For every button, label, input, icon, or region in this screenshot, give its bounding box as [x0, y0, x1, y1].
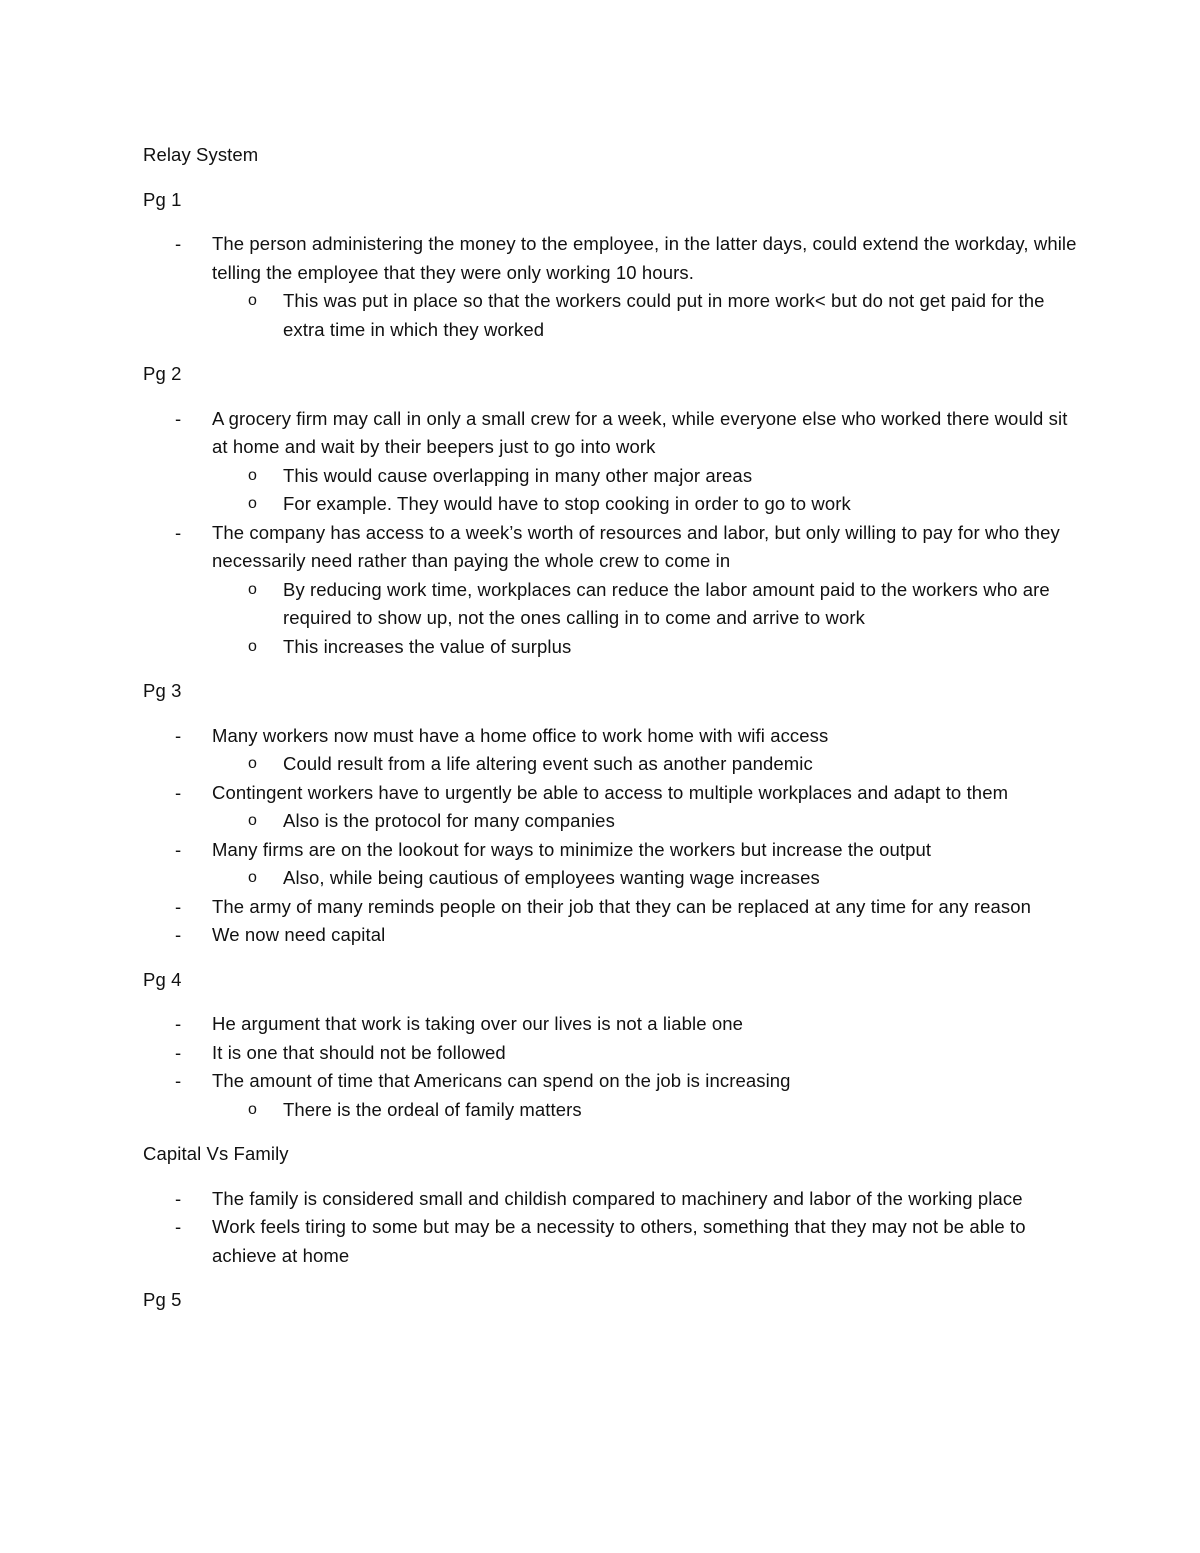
- sub-list-item-text: By reducing work time, workplaces can reduce the labor amount paid to the workers who are required to show up, not the ones calling in to come and arrive to work: [283, 578, 1050, 628]
- list-item-text: The amount of time that Americans can spend on the job is increasing: [212, 1070, 791, 1091]
- circle-bullet-marker: o: [248, 1100, 257, 1118]
- sub-bullet-list: [212, 462, 1083, 519]
- dash-bullet-marker: -: [175, 1013, 182, 1034]
- list-item-text: The family is considered small and childish compared to machinery and labor of the working place: [212, 1187, 1023, 1209]
- sub-bullet-list: [212, 864, 1083, 893]
- section-heading: Pg 2: [143, 363, 182, 384]
- bullet-list: [143, 230, 1083, 344]
- section-heading: Pg 4: [143, 968, 182, 990]
- sub-list-item-text: Also is the protocol for many companies: [283, 810, 615, 831]
- list-item-text: Contingent workers have to urgently be able to access to multiple workplaces and adapt to them: [212, 781, 1009, 803]
- list-item: [143, 1213, 1083, 1270]
- list-item: [143, 405, 1083, 519]
- sub-bullet-list: [212, 287, 1083, 344]
- dash-bullet-marker: -: [175, 233, 182, 254]
- circle-bullet-marker: o: [248, 466, 257, 484]
- bullet-list: [143, 1010, 1083, 1124]
- list-item-text: It is one that should not be followed: [212, 1041, 506, 1063]
- sub-bullet-list: [212, 750, 1083, 779]
- sub-list-item: [212, 750, 1083, 779]
- bullet-list: [143, 405, 1083, 662]
- dash-bullet-marker: -: [175, 1216, 182, 1237]
- sub-list-item-text: This was put in place so that the workers could put in more work< but do not get paid for the extra time in which they worked: [283, 290, 1045, 340]
- dash-bullet-marker: -: [175, 407, 182, 429]
- sub-list-item: [212, 864, 1083, 893]
- sub-list-item: [212, 633, 1083, 662]
- dash-bullet-marker: -: [175, 1041, 182, 1063]
- document-body: [143, 141, 1083, 1331]
- sub-list-item: [212, 462, 1083, 491]
- sub-list-item-text: This would cause overlapping in many other major areas: [283, 464, 753, 486]
- section-heading: Pg 5: [143, 1289, 182, 1310]
- list-item: [143, 1039, 1083, 1068]
- list-item: [143, 722, 1083, 779]
- list-item: [143, 1067, 1083, 1124]
- list-item: [143, 1010, 1083, 1039]
- sub-list-item-text: Could result from a life altering event such as another pandemic: [283, 753, 813, 774]
- circle-bullet-marker: o: [248, 755, 257, 772]
- list-item-text: The person administering the money to the employee, in the latter days, could extend the workday, while telling the employee that they were only working 10 hours.: [212, 233, 1077, 283]
- circle-bullet-marker: o: [248, 292, 257, 309]
- circle-bullet-marker: o: [248, 812, 257, 829]
- list-item-text: Work feels tiring to some but may be a necessity to others, something that they may not be able to achieve at home: [212, 1216, 1026, 1266]
- dash-bullet-marker: -: [175, 781, 182, 803]
- list-item: [143, 893, 1083, 922]
- list-item-text: The army of many reminds people on their job that they can be replaced at any time for any reason: [212, 895, 1032, 917]
- sub-list-item: [212, 490, 1083, 519]
- dash-bullet-marker: -: [175, 1070, 182, 1091]
- dash-bullet-marker: -: [175, 521, 182, 543]
- sub-list-item: [212, 807, 1083, 836]
- list-item-text: We now need capital: [212, 924, 386, 945]
- sub-list-item-text: This increases the value of surplus: [283, 635, 572, 657]
- circle-bullet-marker: o: [248, 580, 257, 598]
- list-item-text: Many workers now must have a home office to work home with wifi access: [212, 724, 829, 746]
- sub-list-item-text: For example. They would have to stop cooking in order to go to work: [283, 493, 851, 514]
- circle-bullet-marker: o: [248, 869, 257, 886]
- dash-bullet-marker: -: [175, 924, 182, 945]
- list-item: [143, 779, 1083, 836]
- sub-list-item-text: There is the ordeal of family matters: [283, 1098, 582, 1120]
- list-item: [143, 230, 1083, 344]
- section-heading: Pg 1: [143, 188, 182, 210]
- sub-bullet-list: [212, 807, 1083, 836]
- list-item: [143, 519, 1083, 662]
- dash-bullet-marker: -: [175, 724, 182, 746]
- list-item-text: Many firms are on the lookout for ways to minimize the workers but increase the output: [212, 838, 932, 860]
- list-item: [143, 1185, 1083, 1214]
- section-heading: Pg 3: [143, 680, 182, 701]
- sub-bullet-list: [212, 1096, 1083, 1125]
- list-item-text: A grocery firm may call in only a small crew for a week, while everyone else who worked there would sit at home and wait by their beepers just to go into work: [212, 407, 1068, 457]
- dash-bullet-marker: -: [175, 895, 182, 917]
- dash-bullet-marker: -: [175, 838, 182, 860]
- list-item-text: The company has access to a week’s worth of resources and labor, but only willing to pay for who they necessarily need rather than paying the whole crew to come in: [212, 521, 1060, 571]
- sub-list-item-text: Also, while being cautious of employees wanting wage increases: [283, 867, 820, 888]
- sub-bullet-list: [212, 576, 1083, 662]
- bullet-list: [143, 1185, 1083, 1271]
- sub-list-item: [212, 1096, 1083, 1125]
- list-item: [143, 921, 1083, 950]
- circle-bullet-marker: o: [248, 637, 257, 655]
- section-heading: Capital Vs Family: [143, 1143, 289, 1164]
- sub-list-item: [212, 287, 1083, 344]
- circle-bullet-marker: o: [248, 495, 257, 512]
- list-item: [143, 836, 1083, 893]
- list-item-text: He argument that work is taking over our lives is not a liable one: [212, 1013, 744, 1034]
- dash-bullet-marker: -: [175, 1187, 182, 1209]
- sub-list-item: [212, 576, 1083, 633]
- sections-container: [143, 186, 1083, 1315]
- bullet-list: [143, 722, 1083, 950]
- document-title: Relay System: [143, 144, 259, 165]
